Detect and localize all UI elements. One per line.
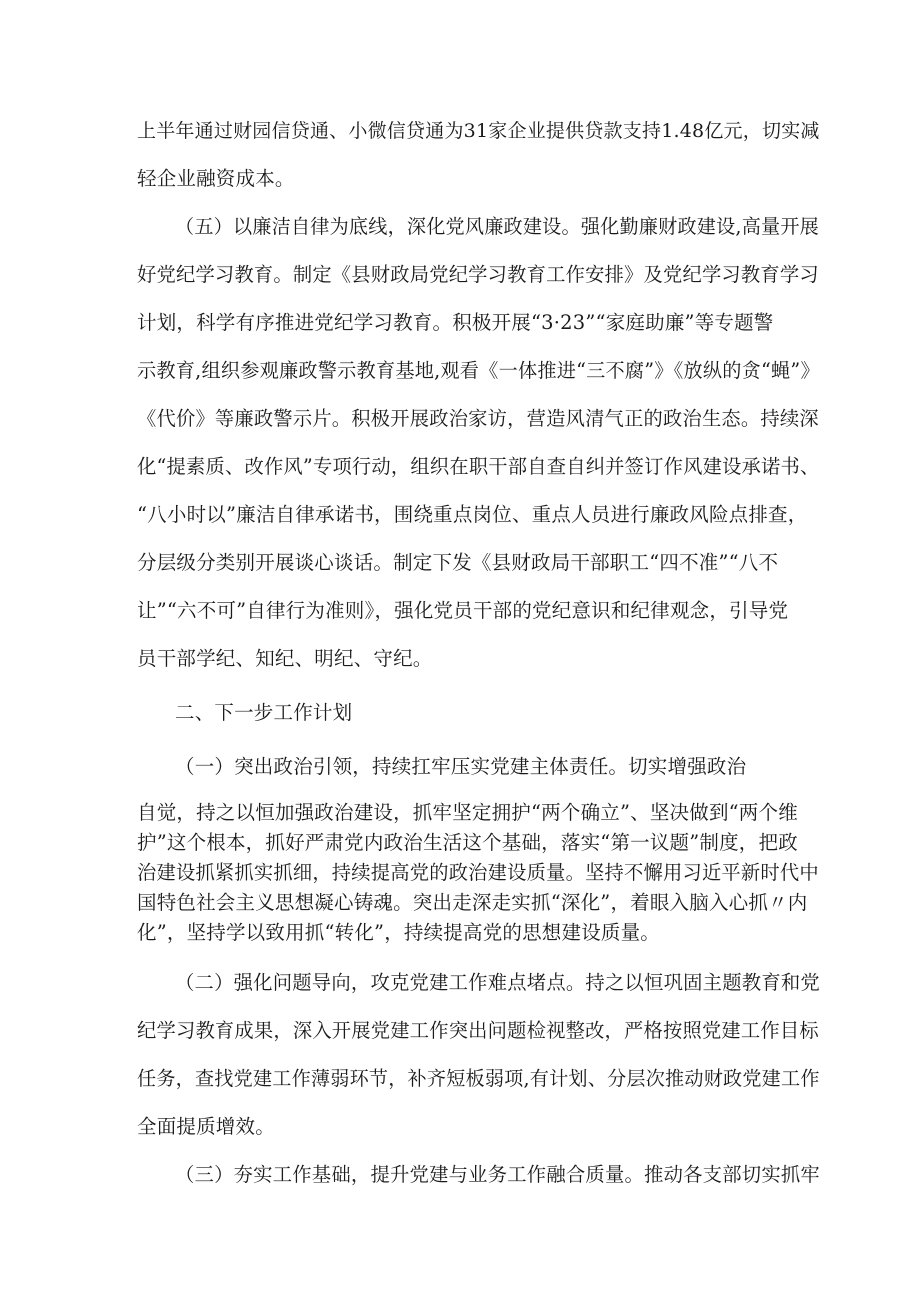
- text-line: 轻企业融资成本。: [137, 167, 295, 190]
- paragraph-two-start: （二）强化问题导向，攻克党建工作难点堵点。持之以恒巩固主题教育和党: [175, 971, 820, 994]
- paragraph-one-start: （一）突出政治引领，持续扛牢压实党建主体责任。切实增强政治: [175, 755, 747, 778]
- text-line: 全面提质增效。: [137, 1115, 275, 1138]
- text-line: 《代价》等廉政警示片。积极开展政治家访，营造风清气正的政治生态。持续深: [137, 407, 819, 430]
- section-heading: 二、下一步工作计划: [175, 701, 353, 724]
- text-line: 让”“六不可”自律行为准则》，强化党员干部的党纪意识和纪律观念，引导党: [137, 599, 789, 622]
- text-line: 分层级分类别开展谈心谈话。制定下发《县财政局干部职工“四不准”“八不: [137, 551, 779, 574]
- text-line: 示教育,组织参观廉政警示教育基地,观看《一体推进“三不腐”》《放纵的贪“蝇”》: [137, 359, 820, 382]
- text-line: 化”，坚持学以致用抓“转化”，持续提高党的思想建设质量。: [137, 921, 661, 944]
- text-line: 护”这个根本，抓好严肃党内政治生活这个基础，落实“第一议题”制度，把政: [137, 831, 798, 854]
- paragraph-five-start: （五）以廉洁自律为底线，深化党风廉政建设。强化勤廉财政建设,高量开展: [175, 215, 820, 238]
- text-line: 国特色社会主义思想凝心铸魂。突出走深走实抓“深化”，着眼入脑入心抓〃内: [137, 891, 808, 914]
- text-line: “八小时以”廉洁自律承诺书，围绕重点岗位、重点人员进行廉政风险点排查，: [137, 503, 808, 526]
- text-line: 计划，科学有序推进党纪学习教育。积极开展“3·23”“家庭助廉”等专题警: [137, 311, 774, 334]
- text-line: 化“提素质、改作风”专项行动，组织在职干部自查自纠并签订作风建设承诺书、: [137, 455, 820, 478]
- text-line: 治建设抓紧抓实抓细，持续提高党的政治建设质量。坚持不懈用习近平新时代中: [137, 861, 819, 884]
- text-line: 好党纪学习教育。制定《县财政局党纪学习教育工作安排》及党纪学习教育学习: [137, 263, 819, 286]
- text-line: 员干部学纪、知纪、明纪、守纪。: [137, 647, 433, 670]
- text-line: 自觉，持之以恒加强政治建设，抓牢坚定拥护“两个确立”、坚决做到“两个维: [137, 801, 798, 824]
- paragraph-three-start: （三）夯实工作基础，提升党建与业务工作融合质量。推动各支部切实抓牢: [175, 1163, 820, 1186]
- text-line: 纪学习教育成果，深入开展党建工作突出问题检视整改，严格按照党建工作目标: [137, 1019, 819, 1042]
- text-line: 上半年通过财园信贷通、小微信贷通为31家企业提供贷款支持1.48亿元，切实减: [137, 120, 820, 142]
- text-line: 任务，查找党建工作薄弱环节，补齐短板弱项,有计划、分层次推动财政党建工作: [137, 1067, 820, 1090]
